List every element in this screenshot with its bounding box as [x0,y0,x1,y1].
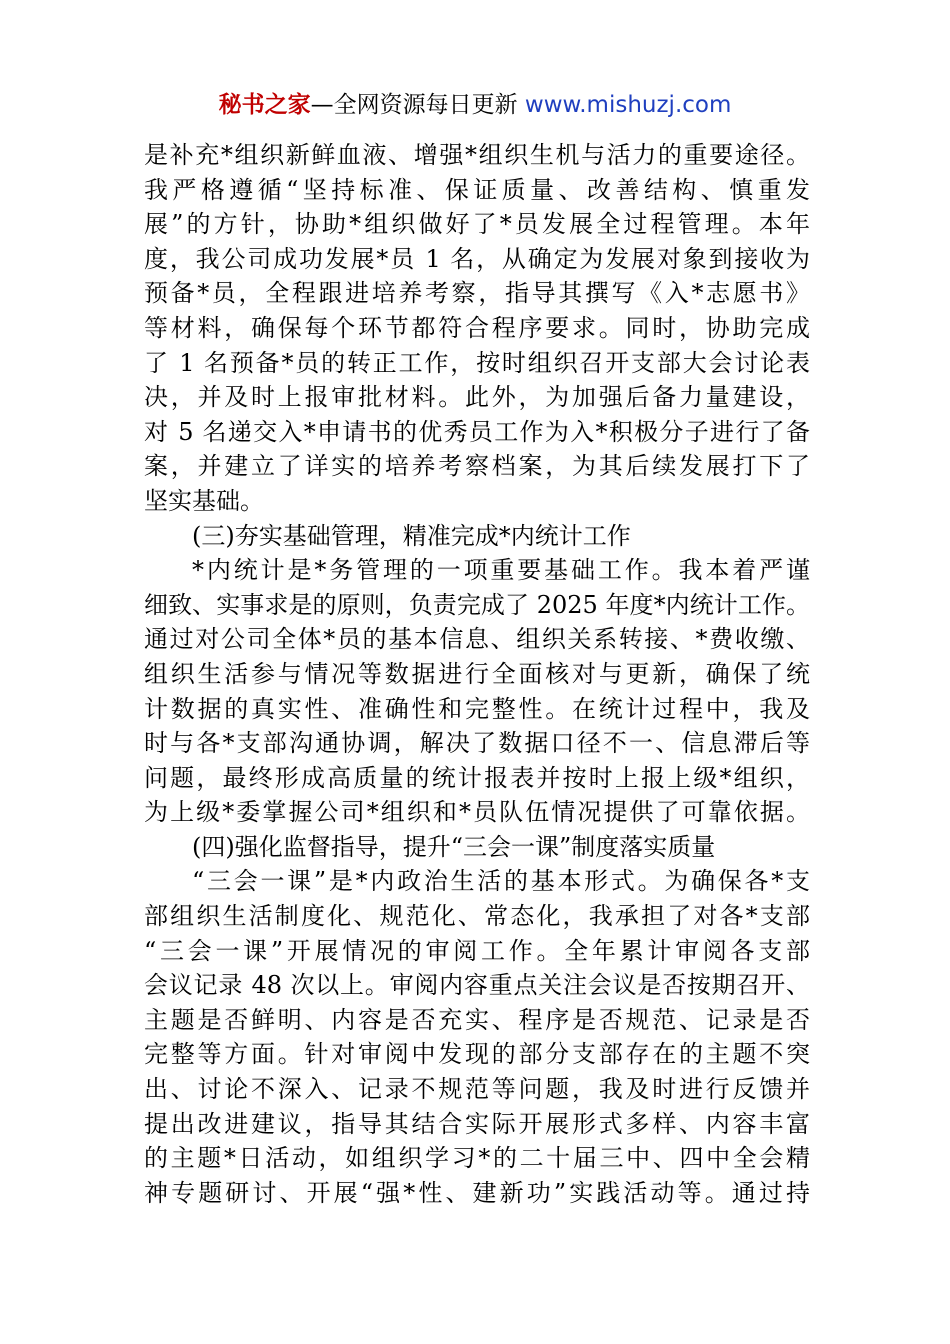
text-line: 我严格遵循“坚持标准、保证质量、改善结构、慎重发 [144,175,810,204]
text-line: 完整等方面。针对审阅中发现的部分支部存在的主题不突 [144,1040,810,1069]
text-line: 部组织生活制度化、规范化、常态化，我承担了对各*支部 [144,902,810,931]
site-header [0,88,950,122]
text-line: 是补充*组织新鲜血液、增强*组织生机与活力的重要途径。 [144,141,810,169]
site-url[interactable]: www.mishuzj.com [524,92,732,118]
text-line: 案，并建立了详实的培养考察档案，为其后续发展打下了 [144,452,810,481]
text-line: 出、讨论不深入、记录不规范等问题，我及时进行反馈并 [144,1075,810,1104]
text-line: 问题，最终形成高质量的统计报表并按时上报上级*组织， [144,763,810,792]
text-line: 展”的方针，协助*组织做好了*员发展全过程管理。本年 [144,210,810,239]
text-line: 组织生活参与情况等数据进行全面核对与更新，确保了统 [144,659,810,688]
paragraph-first-line: *内统计是*务管理的一项重要基础工作。我本着严谨 [192,556,810,585]
text-line: 会议记录 48 次以上。审阅内容重点关注会议是否按期召开、 [144,971,810,1000]
text-line: 主题是否鲜明、内容是否充实、程序是否规范、记录是否 [144,1005,810,1034]
text-line: 对 5 名递交入*申请书的优秀员工作为入*积极分子进行了备 [144,417,810,446]
text-line: 细致、实事求是的原则，负责完成了 2025 年度*内统计工作。 [144,590,810,619]
text-line: 等材料，确保每个环节都符合程序要求。同时，协助完成 [144,313,810,342]
text-line: 神专题研讨、开展“强*性、建新功”实践活动等。通过持 [144,1178,810,1207]
text-line: 度，我公司成功发展*员 1 名，从确定为发展对象到接收为 [144,244,810,273]
text-line: 通过对公司全体*员的基本信息、组织关系转接、*费收缴、 [144,625,810,654]
paragraph-first-line: (四)强化监督指导，提升“三会一课”制度落实质量 [192,832,716,861]
text-line: 决，并及时上报审批材料。此外，为加强后备力量建设， [144,383,810,412]
text-line: 提出改进建议，指导其结合实际开展形式多样、内容丰富 [144,1109,810,1138]
text-line: 时与各*支部沟通协调，解决了数据口径不一、信息滞后等 [144,729,810,758]
header-tagline: —全网资源每日更新 [310,92,525,118]
text-line: 了 1 名预备*员的转正工作，按时组织召开支部大会讨论表 [144,348,810,377]
text-line: 计数据的真实性、准确性和完整性。在统计过程中，我及 [144,694,810,723]
text-line: 为上级*委掌握公司*组织和*员队伍情况提供了可靠依据。 [144,798,810,827]
text-line: 预备*员，全程跟进培养考察，指导其撰写《入*志愿书》 [144,279,810,308]
text-line: “三会一课”开展情况的审阅工作。全年累计审阅各支部 [144,936,810,965]
body-text [144,138,810,1210]
text-line: 的主题*日活动，如组织学习*的二十届三中、四中全会精 [144,1144,810,1173]
paragraph-first-line: “三会一课”是*内政治生活的基本形式。为确保各*支 [192,867,810,896]
paragraph-first-line: (三)夯实基础管理，精准完成*内统计工作 [192,521,631,550]
brand-name: 秘书之家 [218,92,311,118]
text-line: 坚实基础。 [144,486,264,515]
